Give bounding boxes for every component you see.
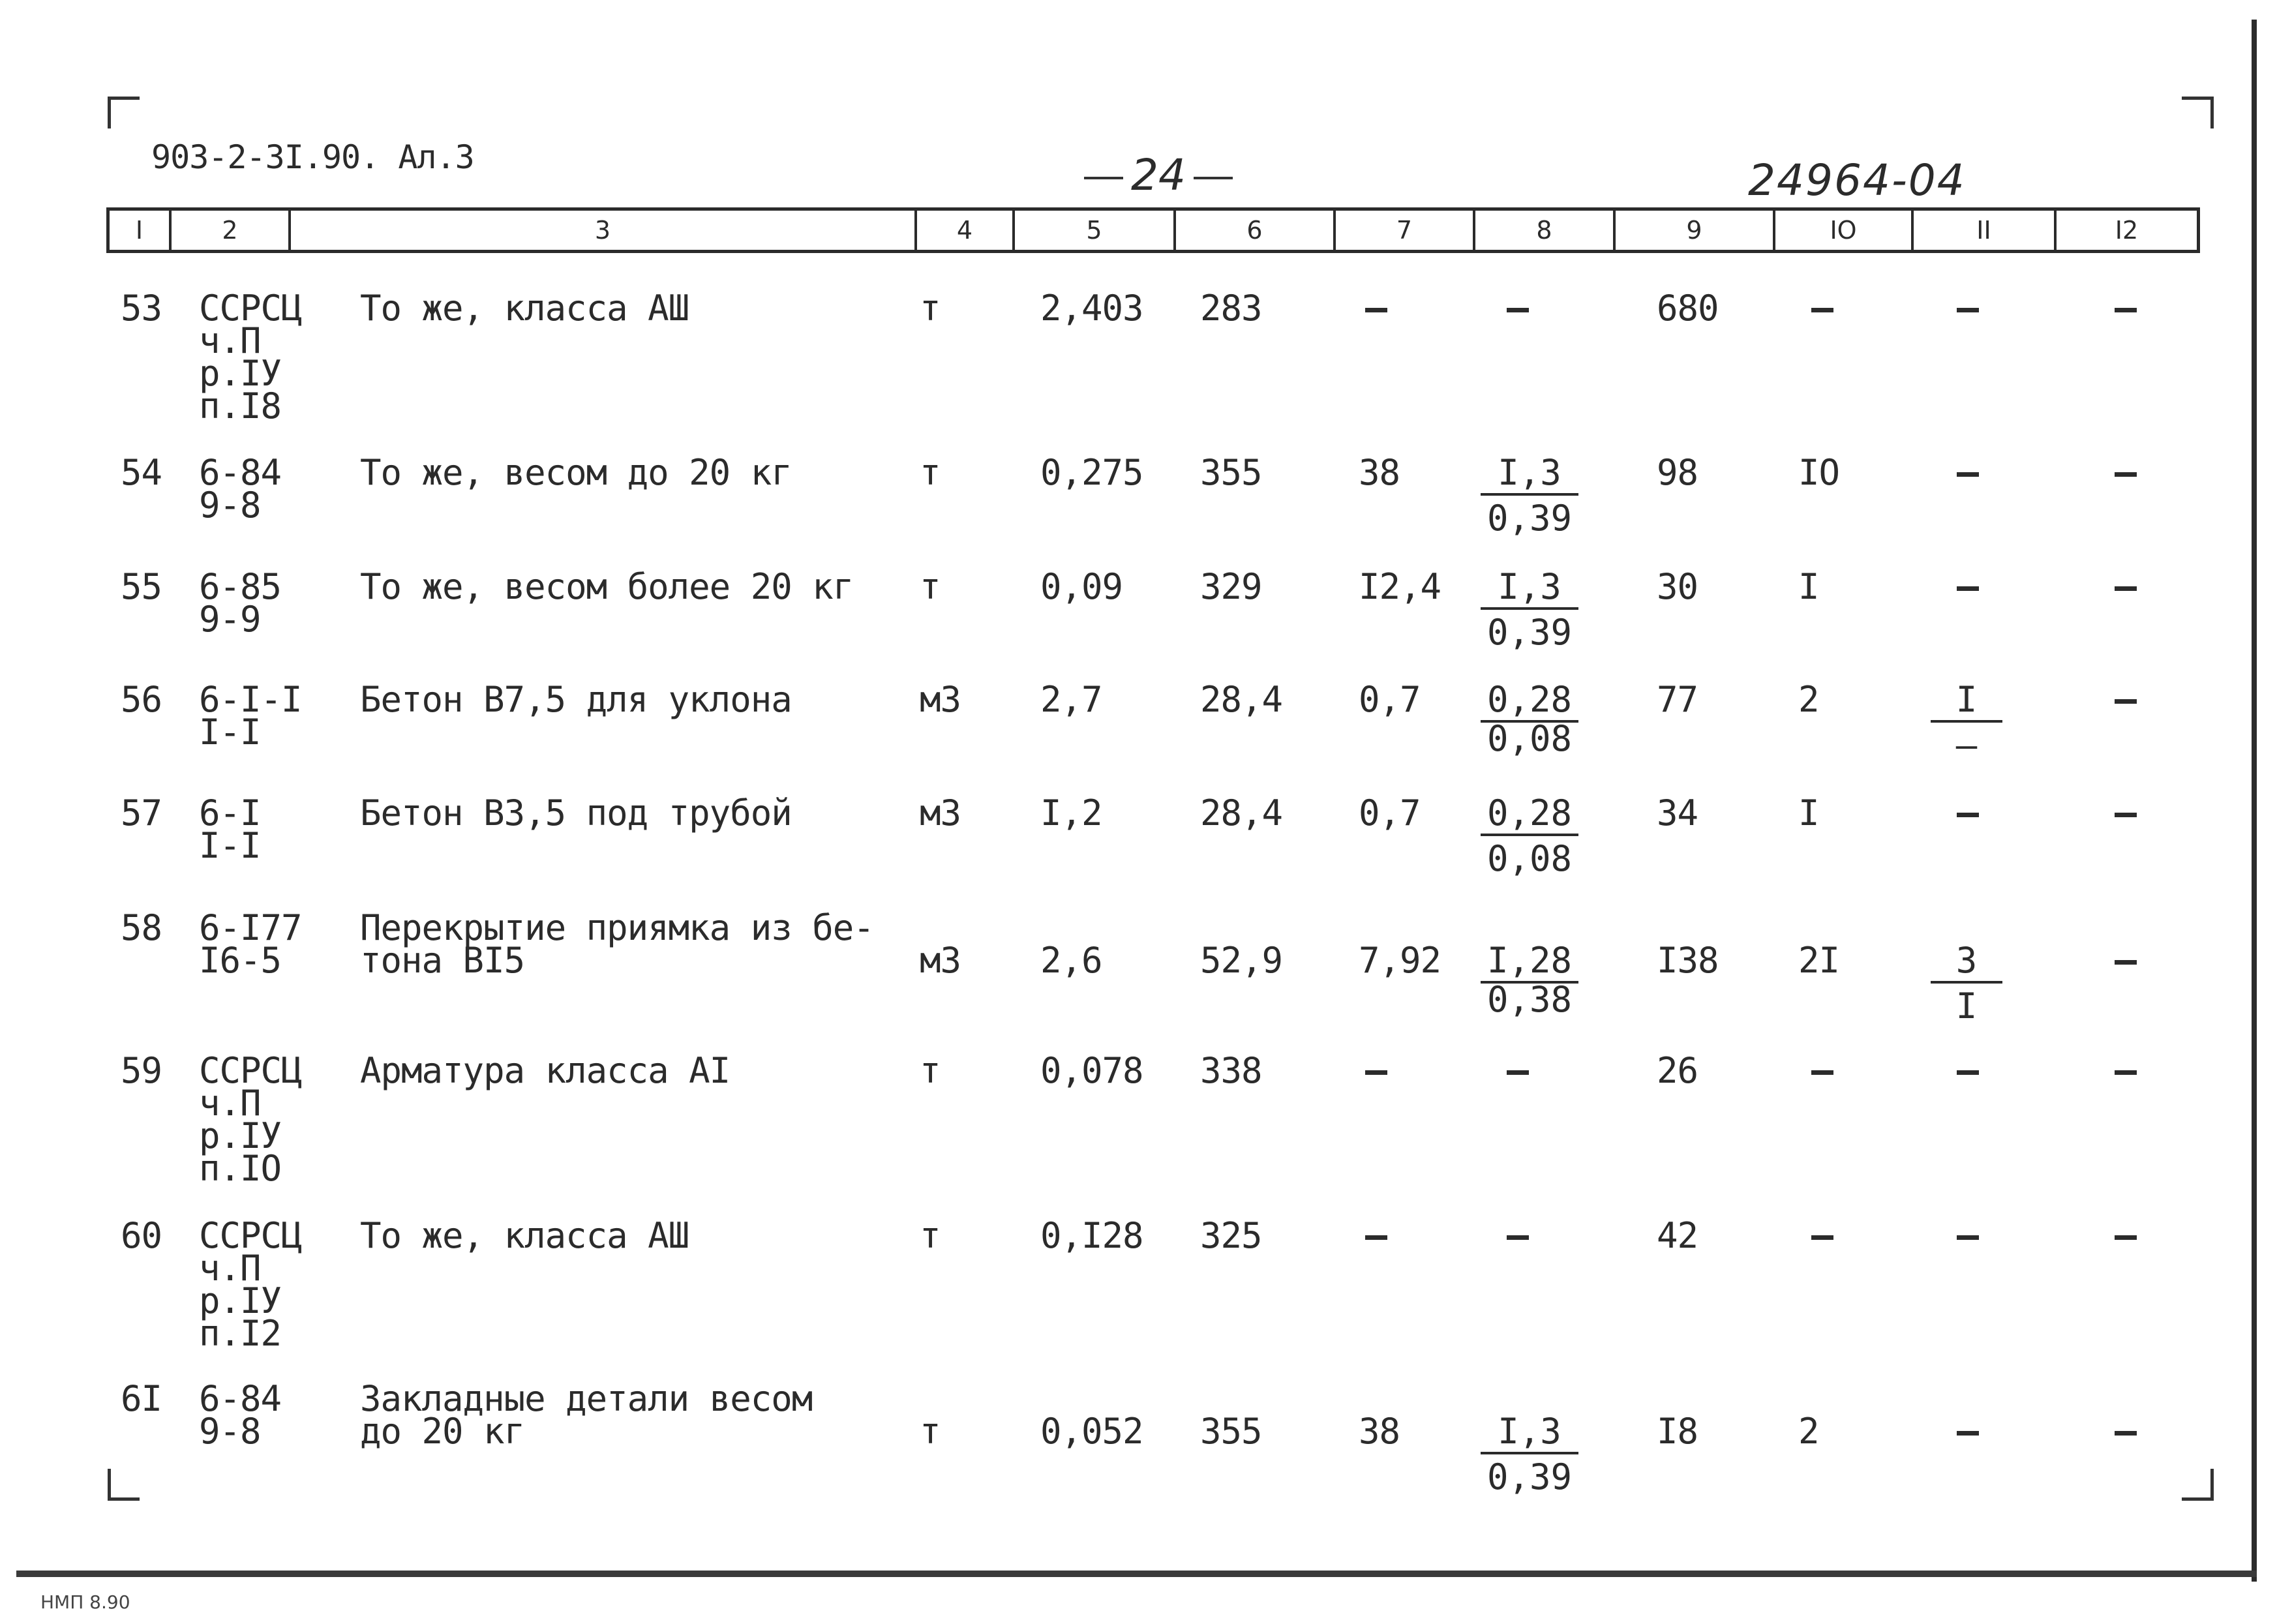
column-header: II — [1914, 211, 2057, 250]
column-11-value-dash — [1957, 472, 1979, 477]
column-header: 7 — [1336, 211, 1475, 250]
column-header: 2 — [172, 211, 291, 250]
unit-of-measure: м3 — [920, 679, 961, 720]
corner-mark-top-left — [108, 97, 140, 128]
column-11-value-fraction-denominator: I — [1955, 985, 1978, 1027]
column-8-value-fraction-denominator: 0,38 — [1486, 979, 1573, 1020]
unit-of-measure: т — [920, 566, 941, 607]
quantity: 0,I28 — [1040, 1215, 1143, 1256]
inventory-number: 24964-04 — [1748, 155, 1966, 205]
unit-of-measure: м3 — [920, 940, 961, 981]
column-8-value-fraction-numerator: I,28 — [1481, 944, 1578, 984]
norm-reference: 6-84 9-8 — [199, 1378, 282, 1452]
column-8-value-fraction-numerator: 0,28 — [1481, 797, 1578, 836]
column-9-value: I8 — [1657, 1411, 1698, 1452]
unit-cost: 329 — [1200, 566, 1262, 607]
work-description: Закладные детали весом до 20 кг — [360, 1378, 813, 1452]
column-11-value-fraction — [1931, 940, 2002, 1027]
unit-of-measure: т — [920, 452, 941, 493]
quantity: 0,052 — [1040, 1411, 1143, 1452]
unit-of-measure: т — [920, 1050, 941, 1091]
norm-reference: ССРСЦ ч.П р.IУ п.IO — [199, 1050, 302, 1189]
row-number: 53 — [121, 288, 162, 329]
column-8-value-fraction — [1481, 940, 1578, 1020]
row-number: 54 — [121, 452, 162, 493]
column-11-value-dash — [1957, 1235, 1979, 1240]
unit-cost: 28,4 — [1200, 679, 1283, 720]
column-8-value-fraction-numerator: I,3 — [1481, 1415, 1578, 1454]
page-number-value: 24 — [1131, 150, 1186, 200]
unit-cost: 52,9 — [1200, 940, 1283, 981]
column-7-value: 38 — [1359, 452, 1400, 493]
norm-reference: 6-84 9-8 — [199, 452, 282, 526]
column-12-value-dash — [2115, 472, 2137, 477]
corner-mark-bottom-left — [108, 1469, 140, 1501]
column-12-value-dash — [2115, 1070, 2137, 1075]
column-11-value-dash — [1957, 308, 1979, 312]
quantity: 0,275 — [1040, 452, 1143, 493]
column-12-value-dash — [2115, 1431, 2137, 1436]
column-11-value-dash — [1957, 813, 1979, 817]
column-8-value-dash — [1507, 1235, 1529, 1240]
row-number: 57 — [121, 792, 162, 834]
quantity: 2,6 — [1040, 940, 1102, 981]
column-header: 5 — [1015, 211, 1176, 250]
column-12-value-dash — [2115, 960, 2137, 965]
column-11-value-fraction-numerator: 3 — [1931, 944, 2002, 984]
page-edge-right — [2252, 20, 2257, 1582]
column-12-value-dash — [2115, 1235, 2137, 1240]
column-8-value-fraction-denominator: 0,08 — [1486, 838, 1573, 879]
work-description: Арматура класса АI — [360, 1050, 731, 1091]
column-10-value: 2I — [1798, 940, 1840, 981]
norm-reference: ССРСЦ ч.П р.IУ п.I8 — [199, 288, 302, 427]
row-number: 60 — [121, 1215, 162, 1256]
column-9-value: I38 — [1657, 940, 1719, 981]
column-9-value: 680 — [1657, 288, 1719, 329]
quantity: 2,403 — [1040, 288, 1143, 329]
column-8-value-fraction — [1481, 452, 1578, 539]
column-9-value: 42 — [1657, 1215, 1698, 1256]
column-7-value-dash — [1365, 1070, 1387, 1075]
column-11-value-fraction-numerator: I — [1931, 684, 2002, 723]
column-header: I — [110, 211, 172, 250]
column-8-value-fraction-numerator: I,3 — [1481, 457, 1578, 496]
work-description: Бетон В3,5 под трубой — [360, 792, 792, 834]
column-10-value-dash — [1811, 1235, 1833, 1240]
footer-stamp: НМП 8.90 — [40, 1591, 130, 1613]
norm-reference: 6-I-I I-I — [199, 679, 302, 753]
column-10-value: I — [1798, 792, 1819, 834]
work-description: То же, весом более 20 кг — [360, 566, 854, 607]
column-header: IO — [1775, 211, 1914, 250]
work-description: Бетон В7,5 для уклона — [360, 679, 792, 720]
column-header: 3 — [291, 211, 917, 250]
unit-of-measure: м3 — [920, 792, 961, 834]
unit-cost: 28,4 — [1200, 792, 1283, 834]
column-10-value: 2 — [1798, 1411, 1819, 1452]
column-header-row — [106, 207, 2200, 253]
column-8-value-fraction-denominator: 0,39 — [1486, 1456, 1573, 1497]
column-12-value-dash — [2115, 586, 2137, 591]
unit-cost: 325 — [1200, 1215, 1262, 1256]
column-8-value-fraction — [1481, 566, 1578, 653]
unit-cost: 355 — [1200, 1411, 1262, 1452]
column-8-value-fraction-denominator: 0,08 — [1486, 718, 1573, 759]
column-8-value-dash — [1507, 1070, 1529, 1075]
column-header: I2 — [2115, 216, 2139, 245]
corner-mark-bottom-right — [2182, 1469, 2214, 1501]
column-10-value: 2 — [1798, 679, 1819, 720]
column-7-value: I2,4 — [1359, 566, 1441, 607]
column-8-value-fraction-numerator: 0,28 — [1481, 684, 1578, 723]
column-7-value: 0,7 — [1359, 679, 1421, 720]
column-10-value-dash — [1811, 1070, 1833, 1075]
column-8-value-fraction-denominator: 0,39 — [1486, 612, 1573, 653]
document-code: 903-2-3I.90. Ал.3 — [151, 138, 474, 176]
norm-reference: 6-I I-I — [199, 792, 261, 866]
column-7-value: 38 — [1359, 1411, 1400, 1452]
column-7-value-dash — [1365, 1235, 1387, 1240]
column-8-value-fraction — [1481, 679, 1578, 759]
column-9-value: 26 — [1657, 1050, 1698, 1091]
column-8-value-fraction-denominator: 0,39 — [1486, 498, 1573, 539]
norm-reference: 6-I77 I6-5 — [199, 907, 302, 981]
column-10-value: I — [1798, 566, 1819, 607]
column-12-value-dash — [2115, 308, 2137, 312]
page-number-dash-left — [1084, 177, 1123, 179]
row-number: 58 — [121, 907, 162, 948]
row-number: 55 — [121, 566, 162, 607]
unit-cost: 283 — [1200, 288, 1262, 329]
unit-of-measure: т — [920, 1215, 941, 1256]
column-11-value-dash — [1957, 1070, 1979, 1075]
column-header: 8 — [1475, 211, 1616, 250]
column-8-value-fraction — [1481, 1411, 1578, 1497]
column-11-value-dash — [1957, 1431, 1979, 1436]
column-header: 9 — [1616, 211, 1775, 250]
column-12-value-dash — [2115, 699, 2137, 704]
quantity: 2,7 — [1040, 679, 1102, 720]
row-number: 59 — [121, 1050, 162, 1091]
column-header: 4 — [917, 211, 1015, 250]
column-7-value: 0,7 — [1359, 792, 1421, 834]
column-10-value: IO — [1798, 452, 1840, 493]
quantity: 0,09 — [1040, 566, 1123, 607]
column-12-value-dash — [2115, 813, 2137, 817]
work-description: То же, весом до 20 кг — [360, 452, 792, 493]
column-11-value-dash — [1957, 586, 1979, 591]
work-description: Перекрытие приямка из бе- тона ВI5 — [360, 907, 874, 981]
row-number: 56 — [121, 679, 162, 720]
quantity: 0,078 — [1040, 1050, 1143, 1091]
column-10-value-dash — [1811, 308, 1833, 312]
work-description: То же, класса АШ — [360, 1215, 689, 1256]
unit-of-measure: т — [920, 1411, 941, 1452]
unit-cost: 338 — [1200, 1050, 1262, 1091]
column-9-value: 98 — [1657, 452, 1698, 493]
norm-reference: ССРСЦ ч.П р.IУ п.I2 — [199, 1215, 302, 1354]
unit-of-measure: т — [920, 288, 941, 329]
column-7-value: 7,92 — [1359, 940, 1441, 981]
column-11-value-fraction-denominator: – — [1955, 725, 1978, 766]
unit-cost: 355 — [1200, 452, 1262, 493]
page-number-dash-right — [1194, 177, 1233, 179]
norm-reference: 6-85 9-9 — [199, 566, 282, 640]
column-8-value-fraction-numerator: I,3 — [1481, 571, 1578, 610]
work-description: То же, класса АШ — [360, 288, 689, 329]
quantity: I,2 — [1040, 792, 1102, 834]
column-7-value-dash — [1365, 308, 1387, 312]
column-9-value: 77 — [1657, 679, 1698, 720]
row-number: 6I — [121, 1378, 162, 1419]
corner-mark-top-right — [2182, 97, 2214, 128]
page-number — [1076, 150, 1241, 200]
column-11-value-fraction — [1931, 679, 2002, 766]
column-8-value-dash — [1507, 308, 1529, 312]
column-9-value: 34 — [1657, 792, 1698, 834]
column-header: 6 — [1176, 211, 1336, 250]
page-edge-bottom — [16, 1571, 2257, 1577]
column-9-value: 30 — [1657, 566, 1698, 607]
column-8-value-fraction — [1481, 792, 1578, 879]
